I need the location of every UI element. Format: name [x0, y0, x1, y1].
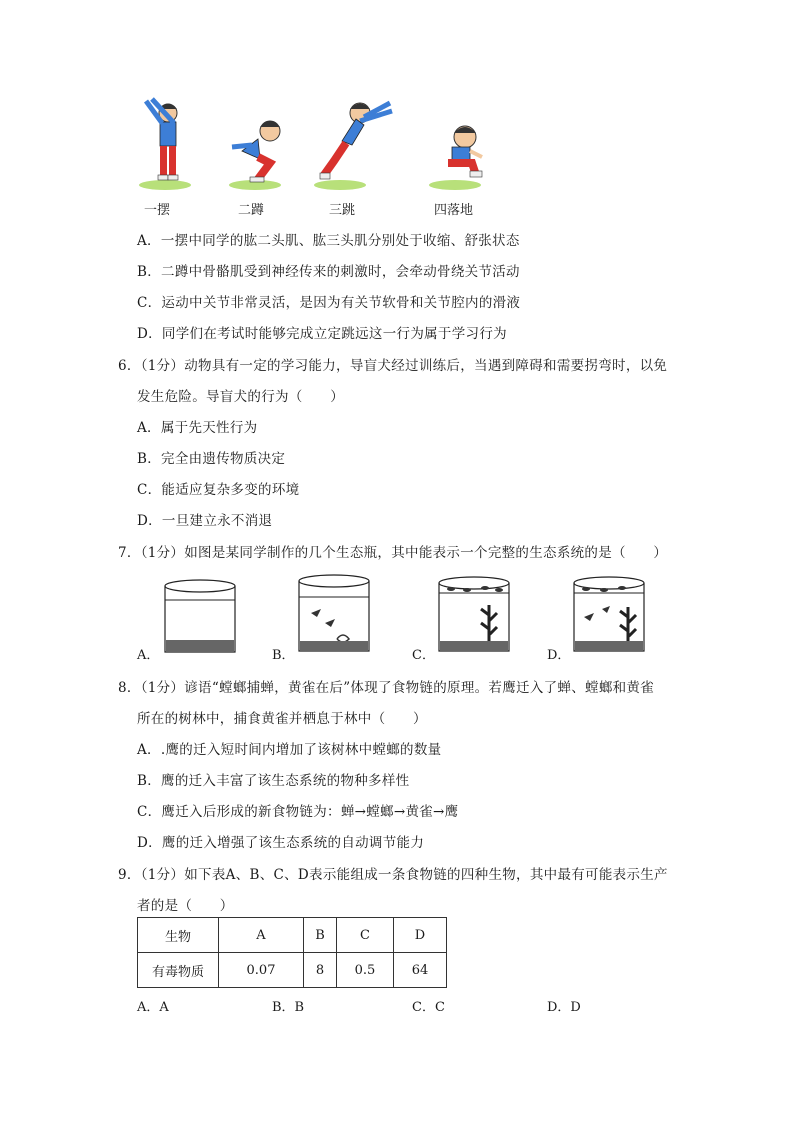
bottle-d [572, 575, 646, 659]
q9-option-a: A．A [137, 1000, 169, 1015]
q5-option-b: B．二蹲中骨骼肌受到神经传来的刺激时，会牵动骨绕关节活动 [137, 264, 520, 280]
q8-option-a: A．.鹰的迁入短时间内增加了该树林中螳螂的数量 [137, 742, 442, 758]
bottle-a [163, 578, 237, 660]
figure-swing [146, 99, 178, 180]
table-header-cell: 生物 [138, 918, 219, 953]
q9-stem-line1: 9．（1分）如下表A、B、C、D表示能组成一条食物链的四种生物，其中最有可能表示生产 [118, 867, 668, 883]
q5-option-a: A．一摆中同学的肱二头肌、肱三头肌分别处于收缩、舒张状态 [137, 233, 520, 249]
q8-option-b: B．鹰的迁入丰富了该生态系统的物种多样性 [137, 773, 410, 789]
table-cell: 8 [304, 953, 337, 988]
q6-option-a: A．属于先天性行为 [137, 420, 258, 436]
table-row [138, 953, 447, 988]
q5-option-c: C．运动中关节非常灵活，是因为有关节软骨和关节腔内的滑液 [137, 295, 521, 311]
figure-landing [448, 126, 482, 177]
long-jump-illustration [120, 95, 520, 195]
q7-label-a: A． [137, 648, 160, 663]
q7-label-d: D． [547, 648, 571, 663]
q9-stem-line2: 者的是（ ） [137, 898, 234, 914]
table-cell: 0.5 [337, 953, 394, 988]
q9-option-b: B．B [272, 1000, 305, 1015]
q6-option-b: B．完全由遗传物质决定 [137, 451, 286, 467]
table-header-cell: C [337, 918, 394, 953]
figure-squat [232, 121, 280, 182]
q6-stem-line2: 发生危险。导盲犬的行为（ ） [137, 389, 344, 405]
figure-jump [320, 103, 392, 179]
table-cell: 有毒物质 [138, 953, 219, 988]
table-cell: 64 [394, 953, 447, 988]
q6-stem-line1: 6．（1分）动物具有一定的学习能力，导盲犬经过训练后，当遇到障碍和需要拐弯时，以免 [118, 358, 668, 374]
bottle-b [297, 573, 371, 659]
toxin-table [137, 917, 447, 988]
bottle-c [437, 575, 511, 659]
q7-stem: 7．（1分）如图是某同学制作的几个生态瓶，其中能表示一个完整的生态系统的是（ ） [118, 545, 668, 561]
q7-label-b: B． [272, 648, 295, 663]
caption-jump: 三跳 [329, 203, 356, 218]
caption-squat: 二蹲 [238, 203, 265, 218]
q6-option-d: D．一旦建立永不消退 [137, 513, 273, 529]
q8-stem-line2: 所在的树林中，捕食黄雀并栖息于林中（ ） [137, 711, 427, 727]
caption-swing: 一摆 [144, 203, 171, 218]
q8-option-d: D．鹰的迁入增强了该生态系统的自动调节能力 [137, 835, 425, 851]
table-header-cell: D [394, 918, 447, 953]
q7-label-c: C． [412, 648, 435, 663]
q9-option-d: D．D [547, 1000, 581, 1015]
q8-option-c: C．鹰迁入后形成的新食物链为：蝉→螳螂→黄雀→鹰 [137, 804, 459, 820]
q5-option-d: D．同学们在考试时能够完成立定跳远这一行为属于学习行为 [137, 326, 507, 342]
q8-stem-line1: 8．（1分）谚语“螳螂捕蝉，黄雀在后”体现了食物链的原理。若鹰迁入了蝉、螳螂和黄雀 [118, 680, 655, 696]
q9-option-c: C．C [412, 1000, 445, 1015]
table-header-cell: B [304, 918, 337, 953]
q6-option-c: C．能适应复杂多变的环境 [137, 482, 300, 498]
table-cell: 0.07 [219, 953, 304, 988]
table-row [138, 918, 447, 953]
caption-landing: 四落地 [434, 203, 474, 218]
long-jump-figure [120, 95, 520, 195]
table-header-cell: A [219, 918, 304, 953]
